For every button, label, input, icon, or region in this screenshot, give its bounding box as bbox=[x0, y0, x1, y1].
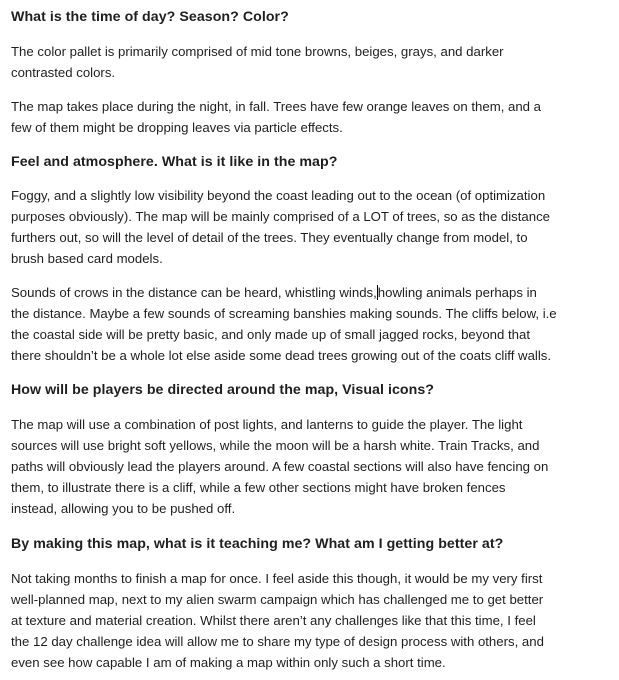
text-line: the coastal side will be pretty basic, and only made up of small jagged rocks, beyond that bbox=[11, 327, 531, 342]
paragraph-sounds bbox=[11, 282, 557, 366]
text-line: The map takes place during the night, in fall. Trees have few orange leaves on them, and a bbox=[11, 99, 542, 114]
text-before-cursor: Sounds of crows in the distance can be heard, whistling winds, bbox=[11, 285, 377, 300]
text-line: brush based card models. bbox=[11, 251, 163, 266]
text-line: paths will obviously lead the players around. A few coastal sections will also have fencing on bbox=[11, 459, 549, 474]
text-line: the distance. Maybe a few sounds of screaming banshies making sounds. The cliffs below, i.e bbox=[11, 306, 557, 321]
text-line: there shouldn’t be a whole lot else aside some dead trees growing out of the coats cliff walls. bbox=[11, 348, 552, 363]
text-after-cursor: howling animals perhaps in bbox=[377, 285, 537, 300]
paragraph-fog-visibility bbox=[11, 185, 550, 269]
text-line: The color pallet is primarily comprised of mid tone browns, beiges, grays, and darker bbox=[11, 44, 504, 59]
paragraph-time-of-day bbox=[11, 96, 541, 138]
paragraph-lights-guidance bbox=[11, 414, 548, 519]
text-line: The map will use a combination of post lights, and lanterns to guide the player. The light bbox=[11, 417, 523, 432]
text-line: Foggy, and a slightly low visibility beyond the coast leading out to the ocean (of optimization bbox=[11, 188, 546, 203]
text-line: purposes obviously). The map will be mainly comprised of a LOT of trees, so as the distance bbox=[11, 209, 550, 224]
text-line: the 12 day challenge idea will allow me to share my type of design process with others, and bbox=[11, 634, 544, 649]
paragraph-learning bbox=[11, 568, 544, 673]
text-line: sources will use bright soft yellows, while the moon will be a harsh white. Train Tracks, and bbox=[11, 438, 540, 453]
text-line: furthers out, so will the level of detail of the trees. They eventually change from model, to bbox=[11, 230, 528, 245]
text-line: even see how capable I am of making a map within only such a short time. bbox=[11, 655, 446, 670]
section-heading-player-direction: How will be players be directed around the map, Visual icons? bbox=[11, 382, 435, 398]
section-heading-learning: By making this map, what is it teaching me? What am I getting better at? bbox=[11, 536, 504, 552]
text-line: contrasted colors. bbox=[11, 65, 116, 80]
text-line: instead, allowing you to be pushed off. bbox=[11, 501, 236, 516]
paragraph-color-pallet bbox=[11, 41, 504, 83]
text-line: few of them might be dropping leaves via particle effects. bbox=[11, 120, 343, 135]
section-heading-time-season-color: What is the time of day? Season? Color? bbox=[11, 9, 289, 25]
text-line: them, to illustrate there is a cliff, while a few other sections might have broken fences bbox=[11, 480, 506, 495]
text-line bbox=[11, 282, 557, 303]
text-line: Not taking months to finish a map for once. I feel aside this though, it would be my very first bbox=[11, 571, 543, 586]
section-heading-feel-atmosphere: Feel and atmosphere. What is it like in the map? bbox=[11, 154, 338, 170]
text-line: well-planned map, next to my alien swarm campaign which has challenged me to get better bbox=[11, 592, 544, 607]
text-line: at texture and material creation. Whilst there aren’t any challenges like that this time, I feel bbox=[11, 613, 536, 628]
